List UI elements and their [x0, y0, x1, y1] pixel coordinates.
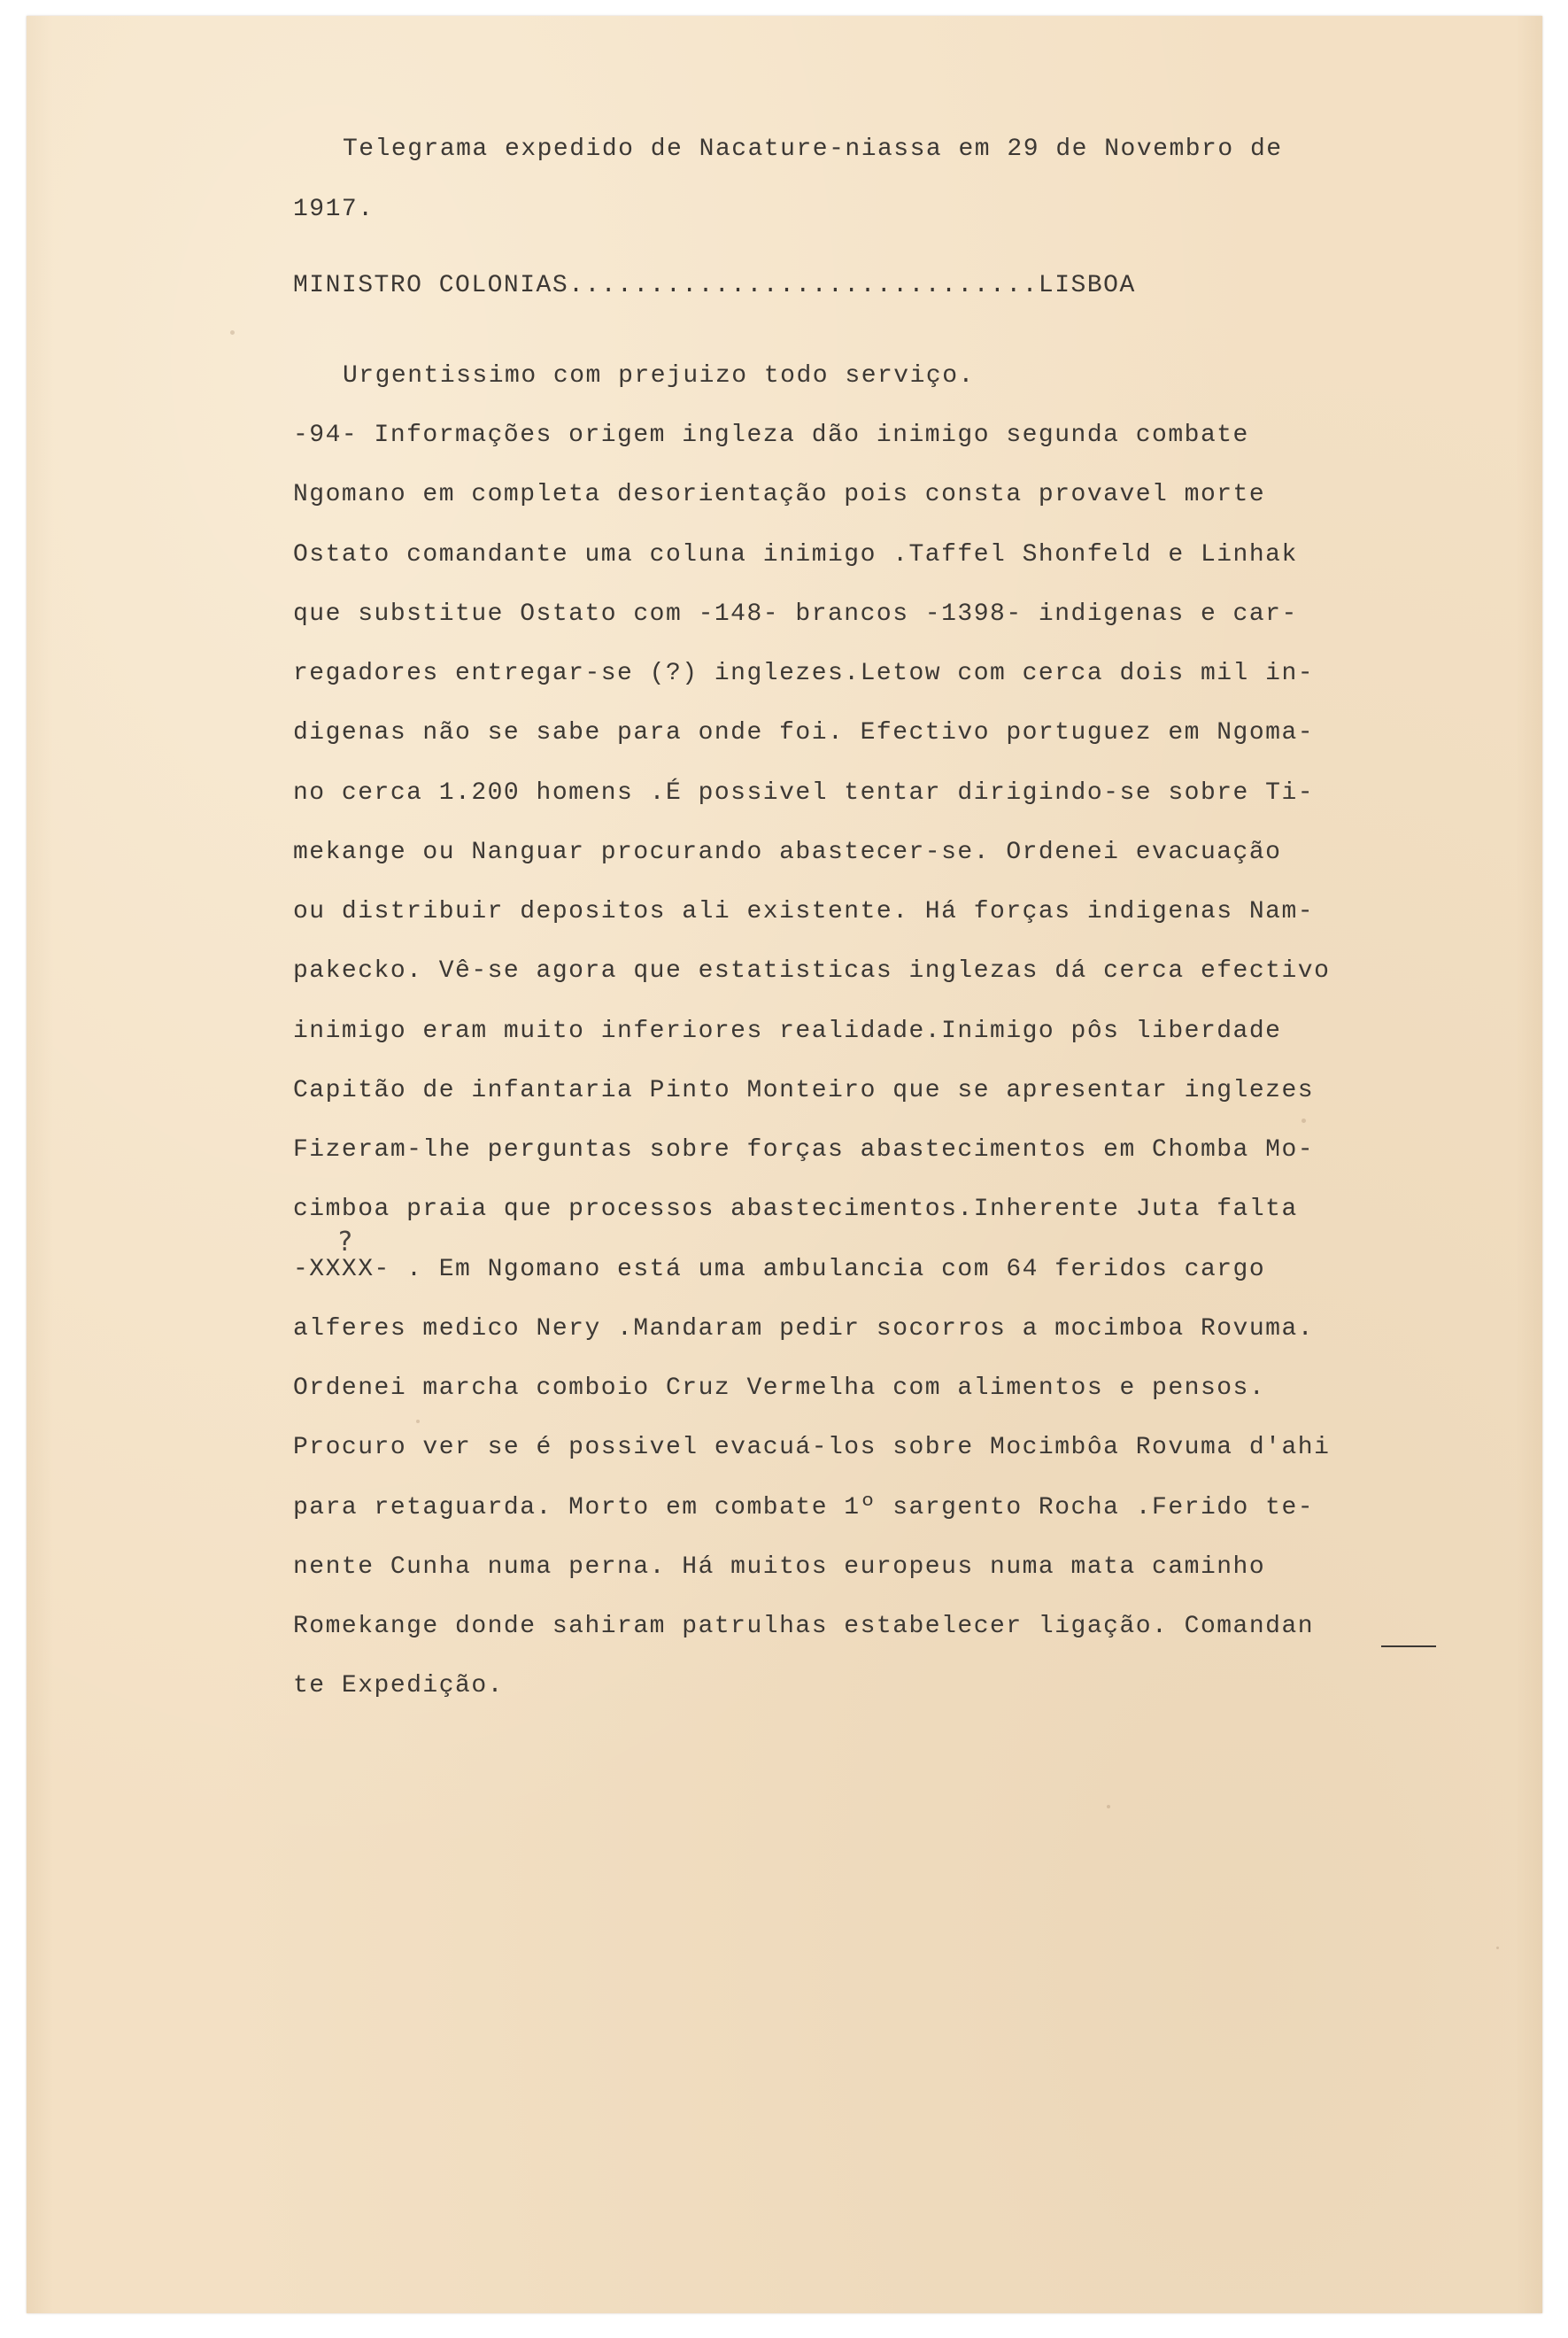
body-line: Fizeram-lhe perguntas sobre forças abastecimentos em Chomba Mo-: [293, 1136, 1315, 1164]
body-line: Procuro ver se é possivel evacuá-los sobre Mocimbôa Rovuma d'ahi: [293, 1434, 1331, 1461]
telegram-addressee: MINISTRO COLONIAS.............................LISBOA: [293, 272, 1136, 299]
body-line: pakecko. Vê-se agora que estatisticas inglezas dá cerca efectivo: [293, 957, 1331, 985]
body-line: ou distribuir depositos ali existente. Há forças indigenas Nam-: [293, 898, 1315, 925]
body-line: digenas não se sabe para onde foi. Efectivo portuguez em Ngoma-: [293, 719, 1315, 747]
body-line: te Expedição.: [293, 1672, 504, 1699]
body-line: Ngomano em completa desorientação pois consta provavel morte: [293, 481, 1266, 508]
body-line: cimboa praia que processos abastecimentos.Inherente Juta falta: [293, 1196, 1298, 1223]
body-line: Urgentissimo com prejuizo todo serviço.: [343, 362, 975, 390]
pencil-question-mark: ?: [338, 1227, 352, 1258]
body-line: -94- Informações origem ingleza dão inimigo segunda combate: [293, 422, 1249, 449]
body-line: alferes medico Nery .Mandaram pedir socorros a mocimboa Rovuma.: [293, 1315, 1315, 1343]
body-line: que substitue Ostato com -148- brancos -1398- indigenas e car-: [293, 600, 1298, 628]
body-line: Ostato comandante uma coluna inimigo .Taffel Shonfeld e Linhak: [293, 541, 1298, 569]
body-line: inimigo eram muito inferiores realidade.Inimigo pôs liberdade: [293, 1018, 1282, 1045]
body-line: regadores entregar-se (?) inglezes.Letow com cerca dois mil in-: [293, 660, 1315, 687]
telegram-year: 1917.: [293, 196, 375, 223]
body-line: -XXXX- . Em Ngomano está uma ambulancia com 64 feridos cargo: [293, 1256, 1266, 1283]
body-line: para retaguarda. Morto em combate 1º sargento Rocha .Ferido te-: [293, 1494, 1315, 1521]
telegram-sheet: [27, 16, 1542, 2313]
body-line: Capitão de infantaria Pinto Monteiro que se apresentar inglezes: [293, 1077, 1315, 1104]
body-line: no cerca 1.200 homens .É possivel tentar dirigindo-se sobre Ti-: [293, 779, 1315, 807]
body-line: mekange ou Nanguar procurando abastecer-se. Ordenei evacuação: [293, 839, 1282, 866]
telegram-header: Telegrama expedido de Nacature-niassa em 29 de Novembro de: [343, 135, 1283, 163]
body-line: nente Cunha numa perna. Há muitos europeus numa mata caminho: [293, 1553, 1266, 1581]
handwritten-underline: [1381, 1645, 1436, 1647]
typed-text: [27, 16, 1542, 2313]
body-line: Romekange donde sahiram patrulhas estabelecer ligação. Comandan: [293, 1613, 1315, 1640]
body-line: Ordenei marcha comboio Cruz Vermelha com alimentos e pensos.: [293, 1374, 1266, 1402]
